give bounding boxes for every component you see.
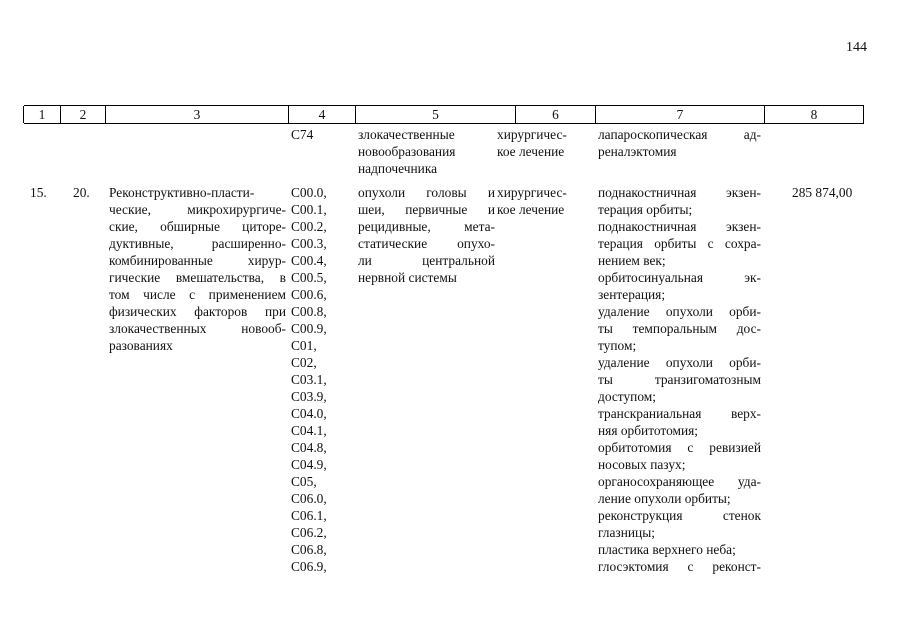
treatment-type-cell [497, 184, 581, 218]
text-line: опухоли головы и [358, 185, 495, 200]
text-line: ты темпоральным дос- [598, 321, 761, 336]
text-line: реналэктомия [598, 144, 677, 159]
text-line: физических факторов при [109, 304, 286, 319]
text-line: транскраниальная верх- [598, 406, 761, 421]
text-line: глазницы; [598, 525, 655, 540]
text-line: удаление опухоли орби- [598, 304, 761, 319]
text-line: злокачественных новооб- [109, 321, 286, 336]
text-line: ление опухоли орбиты; [598, 491, 731, 506]
icd-code: C00.2, [291, 219, 327, 234]
text-line: тупом; [598, 338, 637, 353]
icd-code: C05, [291, 474, 317, 489]
text-line: ские, обширные циторе- [109, 219, 286, 234]
column-header-7: 7 [676, 107, 684, 122]
diagnosis-cell [358, 126, 478, 177]
column-header-1: 1 [38, 107, 46, 122]
text-line: глосэктомия с реконст- [598, 559, 761, 574]
icd-code: C00.1, [291, 202, 327, 217]
text-line: зентерация; [598, 287, 666, 302]
column-header-8: 8 [810, 107, 818, 122]
icd-code: C02, [291, 355, 317, 370]
treatment-method-cell [598, 126, 761, 160]
icd-code: C00.8, [291, 304, 327, 319]
treatment-method-cell [598, 184, 761, 575]
text-line: Реконструктивно-пласти- [109, 185, 255, 200]
icd-code: C06.1, [291, 508, 327, 523]
column-header-4: 4 [318, 107, 326, 122]
text-line: орбитотомия с ревизией [598, 440, 761, 455]
text-line: терация орбиты; [598, 202, 693, 217]
text-line: ческие, микрохирургиче- [109, 202, 286, 217]
icd-code: C00.6, [291, 287, 327, 302]
text-line: том числе с применением [109, 287, 286, 302]
text-line: поднакостничная экзен- [598, 185, 761, 200]
text-line: ли центральной [358, 253, 495, 268]
text-line: ты транзигоматозным [598, 372, 761, 387]
row-number: 15. [30, 185, 47, 200]
text-line: гические вмешательства, в [109, 270, 286, 285]
text-line: злокачественные [358, 127, 455, 142]
icd-code: C00.9, [291, 321, 327, 336]
text-line: новообразования [358, 144, 456, 159]
column-header-3: 3 [193, 107, 201, 122]
text-line: хирургичес- [497, 127, 567, 142]
text-line: нением век; [598, 253, 666, 268]
table-header-row [24, 105, 864, 124]
text-line: статические опухо- [358, 236, 495, 251]
text-line: носовых пазух; [598, 457, 686, 472]
diagnosis-cell [358, 184, 495, 286]
icd-codes-cell [291, 184, 351, 575]
text-line: реконструкция стенок [598, 508, 761, 523]
text-line: лапароскопическая ад- [598, 127, 761, 142]
icd-code: C04.8, [291, 440, 327, 455]
icd-code: C03.1, [291, 372, 327, 387]
intervention-name-cell [109, 184, 286, 354]
text-line: няя орбитотомия; [598, 423, 699, 438]
icd-code: C00.4, [291, 253, 327, 268]
icd-code: C00.0, [291, 185, 327, 200]
text-line: терация орбиты с сохра- [598, 236, 761, 251]
icd-code: C74 [291, 127, 314, 142]
icd-code: C01, [291, 338, 317, 353]
icd-code: C04.1, [291, 423, 327, 438]
group-number: 20. [73, 185, 90, 200]
icd-code: C03.9, [291, 389, 327, 404]
icd-code: C00.3, [291, 236, 327, 251]
column-header-2: 2 [79, 107, 87, 122]
text-line: пластика верхнего неба; [598, 542, 736, 557]
text-line: нервной системы [358, 270, 457, 285]
column-header-5: 5 [432, 107, 439, 122]
icd-code: C06.9, [291, 559, 327, 574]
page-number: 144 [846, 40, 867, 55]
text-line: кое лечение [497, 202, 565, 217]
text-line: дуктивные, расширенно- [109, 236, 286, 251]
icd-code: C06.8, [291, 542, 327, 557]
text-line: рецидивные, мета- [358, 219, 495, 234]
text-line: кое лечение [497, 144, 565, 159]
text-line: надпочечника [358, 161, 438, 176]
text-line: поднакостничная экзен- [598, 219, 761, 234]
treatment-type-cell [497, 126, 581, 160]
icd-code: C04.9, [291, 457, 327, 472]
text-line: комбинированные хирур- [109, 253, 286, 268]
text-line: удаление опухоли орби- [598, 355, 761, 370]
text-line: хирургичес- [497, 185, 567, 200]
icd-code: C00.5, [291, 270, 327, 285]
icd-code: C04.0, [291, 406, 327, 421]
column-divider [863, 106, 864, 123]
price-value: 285 874,00 [792, 185, 853, 200]
icd-code: C06.0, [291, 491, 327, 506]
text-line: орбитосинуальная эк- [598, 270, 761, 285]
text-line: разованиях [109, 338, 173, 353]
column-header-6: 6 [552, 107, 559, 122]
icd-code: C06.2, [291, 525, 327, 540]
text-line: доступом; [598, 389, 656, 404]
text-line: органосохраняющее уда- [598, 474, 761, 489]
text-line: шеи, первичные и [358, 202, 495, 217]
